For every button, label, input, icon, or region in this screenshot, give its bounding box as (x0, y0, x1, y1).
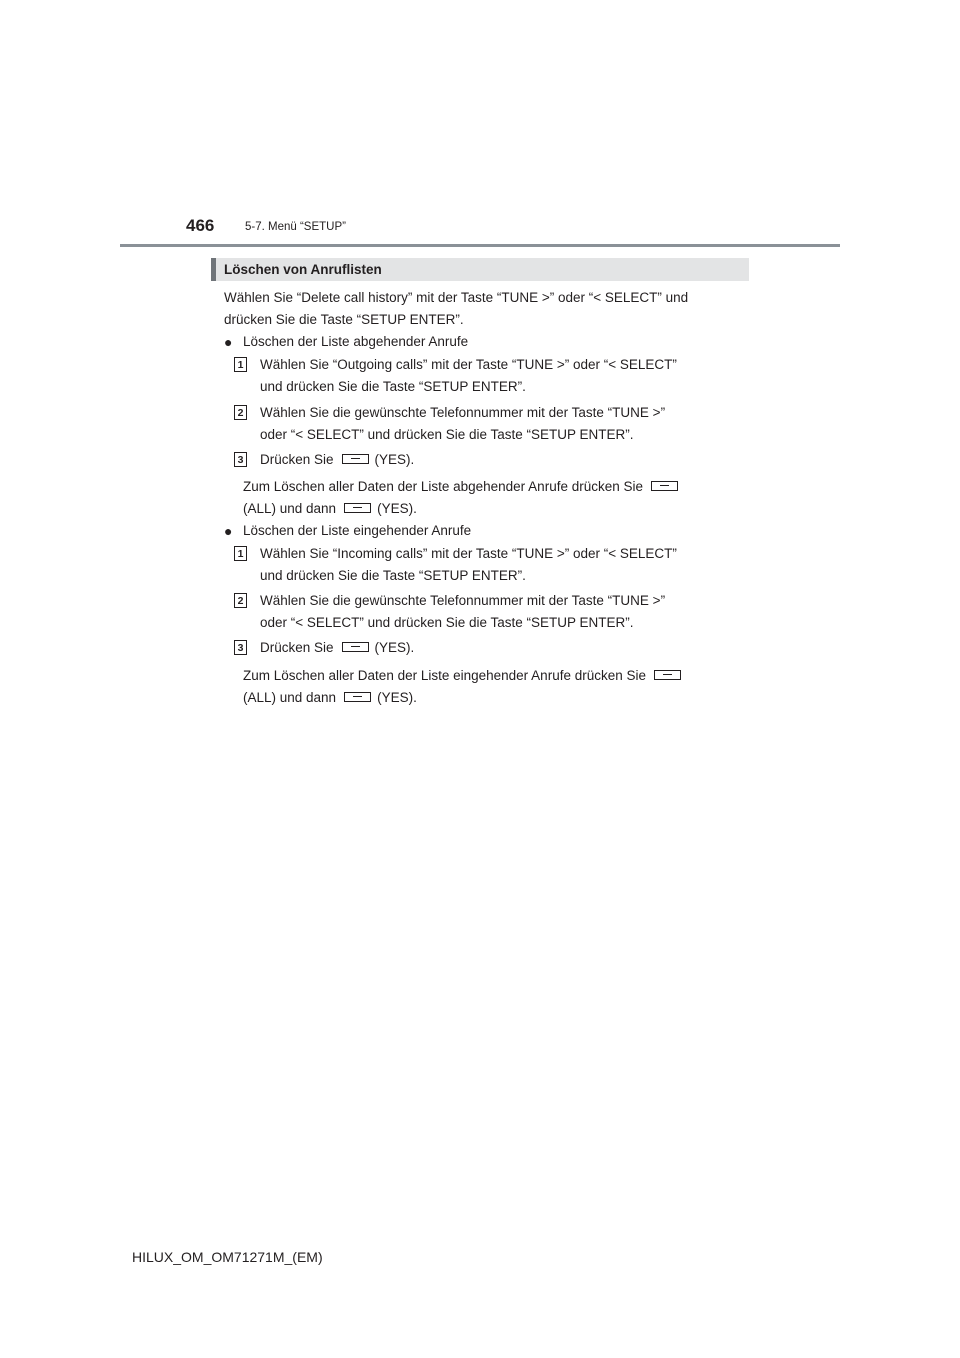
intro-text-2: drücken Sie die Taste “SETUP ENTER”. (224, 312, 464, 327)
outgoing-step2-line2: oder “< SELECT” und drücken Sie die Taste “SETUP ENTER”. (260, 427, 634, 442)
outgoing-step3-pre: Drücken Sie (260, 452, 334, 467)
incoming-note-pre: (ALL) und dann (243, 690, 337, 705)
incoming-step3 (260, 639, 414, 657)
document-code-footer: HILUX_OM_OM71271M_(EM) (132, 1249, 323, 1265)
screen-button-icon (344, 503, 371, 513)
incoming-step2-line2: oder “< SELECT” und drücken Sie die Taste “SETUP ENTER”. (260, 615, 634, 630)
incoming-step3-pre: Drücken Sie (260, 640, 334, 655)
incoming-note-post: (YES). (377, 690, 417, 705)
outgoing-note-line2 (243, 500, 417, 518)
outgoing-note-text: Zum Löschen aller Daten der Liste abgehender Anrufe drücken Sie (243, 479, 643, 494)
step-number-badge: 1 (234, 357, 247, 372)
bullet-icon: ● (224, 334, 233, 350)
heading-accent (211, 258, 216, 281)
step-number-badge: 3 (234, 640, 247, 655)
step-number-badge: 3 (234, 452, 247, 467)
incoming-note-line1 (243, 667, 687, 685)
screen-button-icon (651, 481, 678, 491)
page-number: 466 (186, 216, 215, 235)
incoming-step1-line2: und drücken Sie die Taste “SETUP ENTER”. (260, 568, 526, 583)
intro-text-1: Wählen Sie “Delete call history” mit der Taste “TUNE >” oder “< SELECT” und (224, 290, 689, 305)
step-number-badge: 2 (234, 405, 247, 420)
step-number-badge: 1 (234, 546, 247, 561)
incoming-step2-line1: Wählen Sie die gewünschte Telefonnummer mit der Taste “TUNE >” (260, 593, 666, 608)
outgoing-note-post: (YES). (377, 501, 417, 516)
intro-line-1 (224, 289, 744, 307)
section-title: 5-7. Menü “SETUP” (245, 221, 346, 233)
header-rule (120, 244, 840, 247)
outgoing-step3-post: (YES). (374, 452, 415, 467)
incoming-note-line2 (243, 689, 417, 707)
bullet-icon: ● (224, 523, 233, 539)
screen-button-icon (654, 670, 681, 680)
section-heading: Löschen von Anruflisten (224, 262, 382, 277)
outgoing-step1-line1: Wählen Sie “Outgoing calls” mit der Taste “TUNE >” oder “< SELECT” (260, 357, 677, 372)
incoming-note-text: Zum Löschen aller Daten der Liste eingehender Anrufe drücken Sie (243, 668, 646, 683)
outgoing-title: Löschen der Liste abgehender Anrufe (243, 334, 469, 349)
outgoing-note-pre: (ALL) und dann (243, 501, 337, 516)
step-number-badge: 2 (234, 593, 247, 608)
outgoing-step1-line2: und drücken Sie die Taste “SETUP ENTER”. (260, 379, 526, 394)
outgoing-note-line1 (243, 478, 684, 496)
incoming-step1-line1: Wählen Sie “Incoming calls” mit der Taste “TUNE >” oder “< SELECT” (260, 546, 677, 561)
screen-button-icon (344, 692, 371, 702)
incoming-step3-post: (YES). (374, 640, 415, 655)
screen-button-icon (342, 642, 369, 652)
screen-button-icon (342, 454, 369, 464)
incoming-title: Löschen der Liste eingehender Anrufe (243, 523, 472, 538)
outgoing-step2-line1: Wählen Sie die gewünschte Telefonnummer mit der Taste “TUNE >” (260, 405, 666, 420)
outgoing-step3 (260, 451, 414, 469)
